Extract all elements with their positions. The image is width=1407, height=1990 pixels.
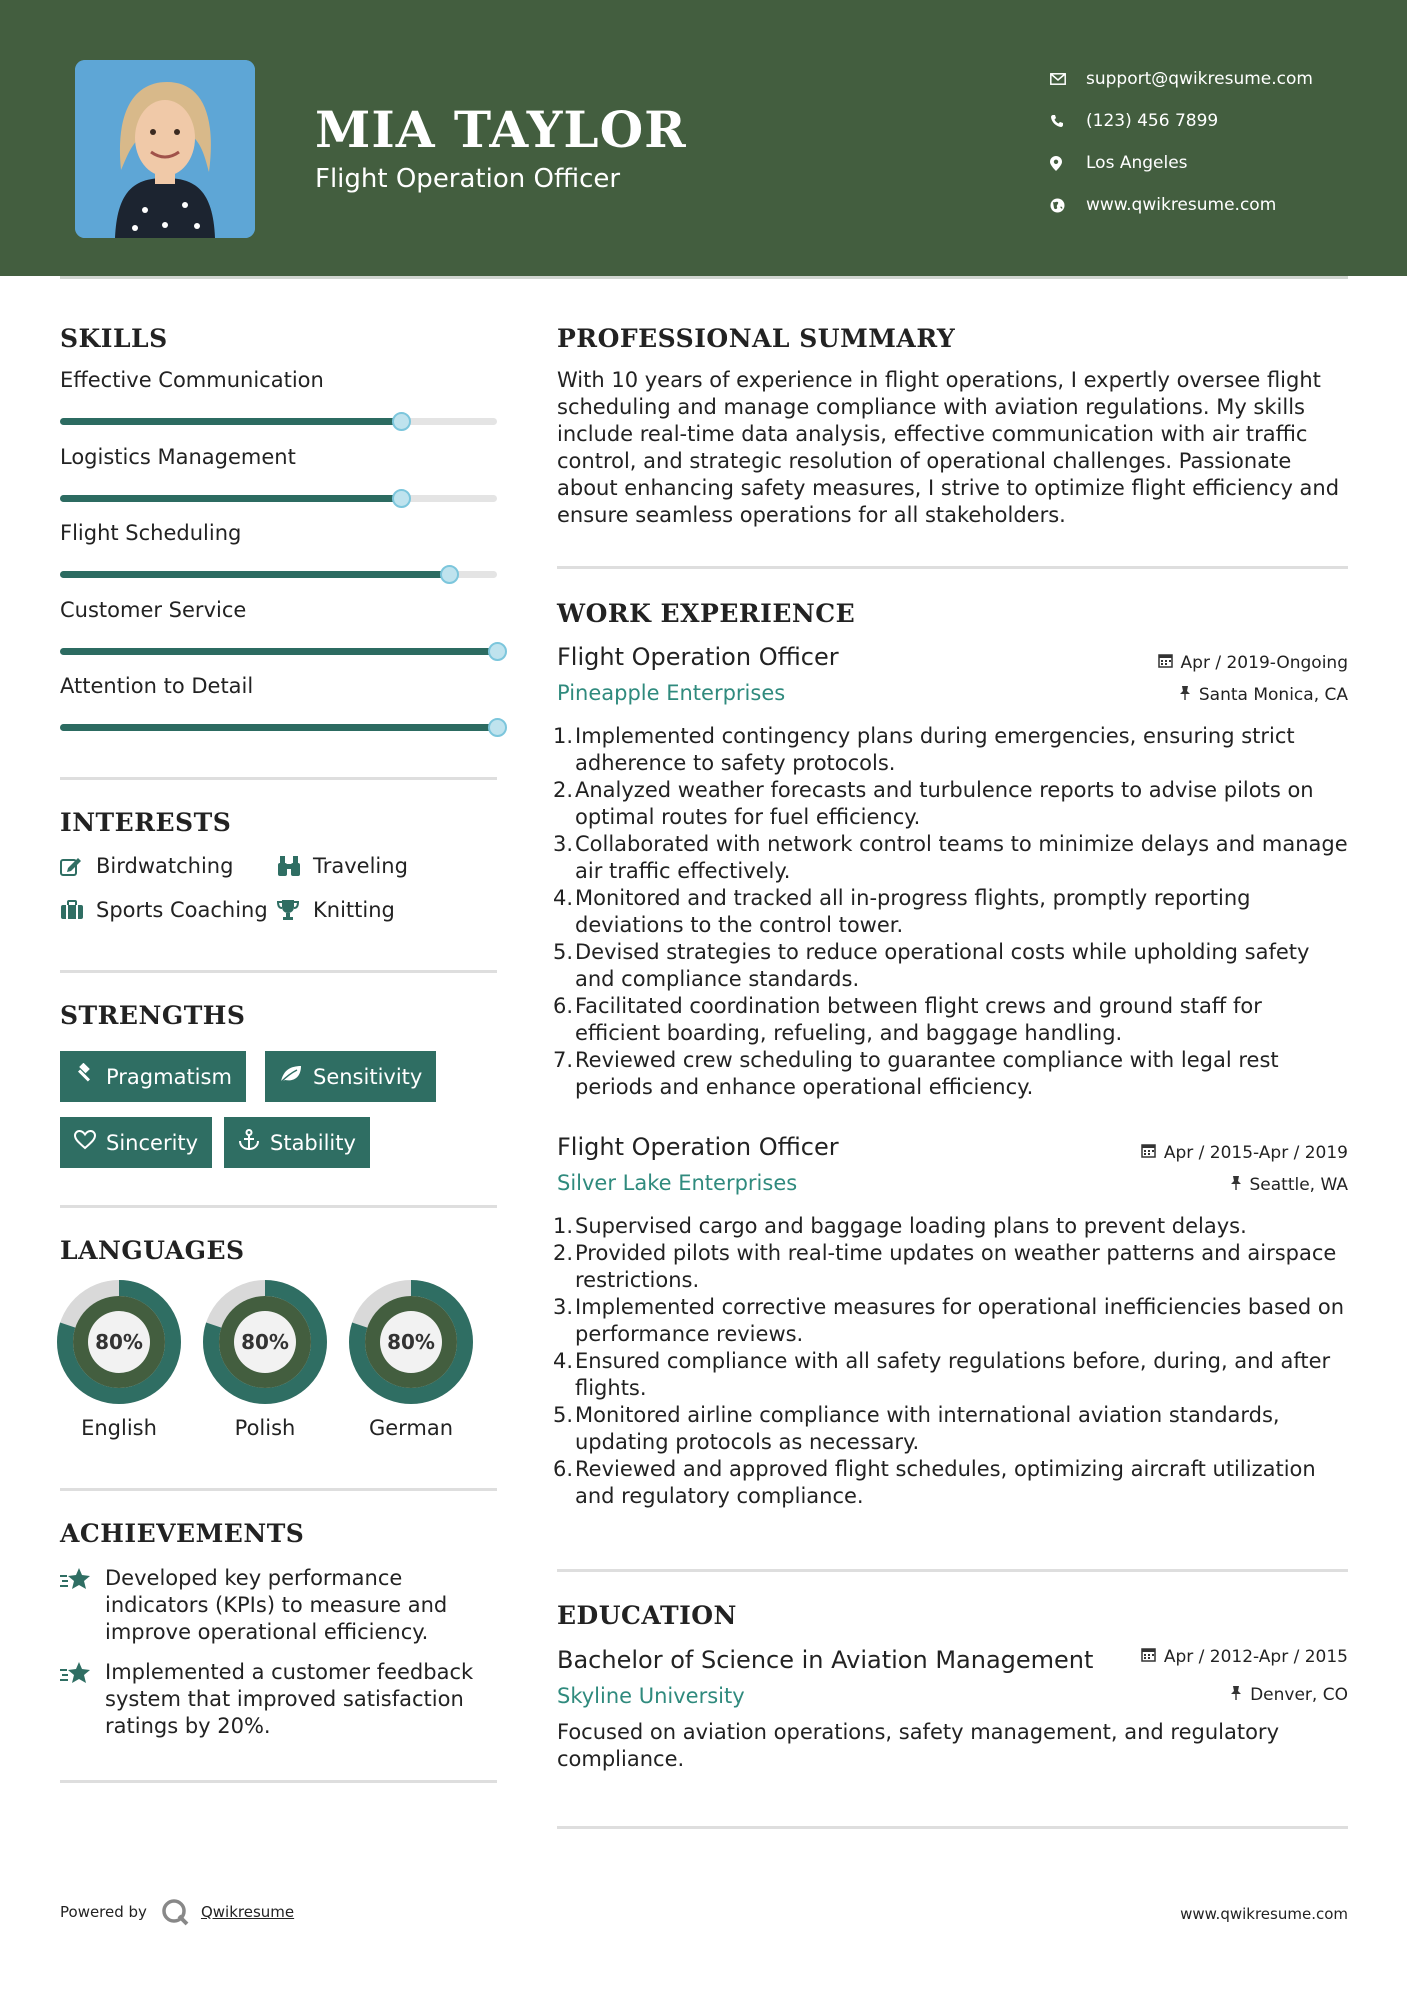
education-school: Skyline University: [557, 1684, 745, 1708]
job-date: [1141, 1143, 1348, 1163]
job-location: [1230, 1175, 1349, 1195]
job-location: [1179, 685, 1348, 705]
language-percent: 80%: [241, 1330, 289, 1354]
strength-chip: [224, 1117, 370, 1168]
contact-phone[interactable]: [1050, 100, 1313, 142]
summary-text: With 10 years of experience in flight operations, I expertly oversee flight scheduling and manage compliance with aviation regulations. My skills include real-time data analysis, effective communication with air traffic control, and strategic resolution of operational challenges. Passionate about enhancing safety measures, I strive to optimize flight efficiency and ensure seamless operations for all stakeholders.: [557, 368, 1340, 527]
section-divider: [60, 1488, 497, 1491]
skill-bar-fill: [60, 648, 497, 655]
interest-item: [60, 854, 233, 878]
achievement-text: Developed key performance indicators (KPIs) to measure and improve operational efficiency.: [105, 1566, 448, 1644]
skill-item: [60, 521, 497, 545]
section-divider: [60, 1205, 497, 1208]
contact-phone-text: (123) 456 7899: [1086, 111, 1219, 131]
language-item: [349, 1280, 473, 1440]
profile-photo: [75, 60, 255, 238]
star-icon: [60, 1659, 105, 1740]
list-item: 3. Implemented corrective measures for operational inefficiencies based on performance reviews.: [551, 1294, 1351, 1348]
pushpin-icon: [1230, 1685, 1242, 1705]
section-divider: [60, 970, 497, 973]
trophy-icon: [277, 899, 313, 921]
skill-bar: [60, 495, 497, 502]
strength-label: Sincerity: [106, 1130, 199, 1155]
contact-email[interactable]: [1050, 58, 1313, 100]
list-item: 2. Analyzed weather forecasts and turbulence reports to advise pilots on optimal routes for fuel efficiency.: [551, 777, 1351, 831]
resume-header: [0, 0, 1407, 276]
skill-bar: [60, 648, 497, 655]
skill-item: [60, 598, 497, 622]
language-item: [57, 1280, 181, 1440]
education-heading: EDUCATION: [557, 1601, 737, 1630]
skills-heading: SKILLS: [60, 324, 168, 353]
skill-bar-fill: [60, 495, 401, 502]
bullet-text: Reviewed crew scheduling to guarantee compliance with legal rest periods and enhance operational efficiency.: [575, 1048, 1279, 1099]
list-item: 2. Provided pilots with real-time updates on weather patterns and airspace restrictions.: [551, 1240, 1351, 1294]
job-bullets: [551, 723, 1351, 1101]
job-bullets: [551, 1213, 1351, 1510]
bullet-text: Ensured compliance with all safety regulations before, during, and after flights.: [575, 1349, 1331, 1400]
education-location-text: Denver, CO: [1250, 1685, 1348, 1705]
skill-bar: [60, 724, 497, 731]
education-description: Focused on aviation operations, safety management, and regulatory compliance.: [557, 1720, 1279, 1771]
bullet-text: Provided pilots with real-time updates on weather patterns and airspace restrictions.: [575, 1241, 1337, 1292]
strength-label: Sensitivity: [313, 1064, 423, 1089]
list-item: 3. Collaborated with network control teams to minimize delays and manage air traffic effectively.: [551, 831, 1351, 885]
skill-bar-fill: [60, 571, 449, 578]
interest-label: Knitting: [313, 898, 395, 922]
interest-item: [60, 898, 268, 922]
section-divider: [557, 1826, 1348, 1829]
language-name: English: [81, 1416, 157, 1440]
contact-website[interactable]: [1050, 184, 1313, 226]
contact-website-text: www.qwikresume.com: [1086, 195, 1277, 215]
experience-heading: WORK EXPERIENCE: [557, 599, 856, 628]
summary-heading: PROFESSIONAL SUMMARY: [557, 324, 956, 353]
skill-bar-knob: [440, 565, 459, 584]
job-date-text: Apr / 2019-Ongoing: [1180, 653, 1348, 673]
calendar-icon: [1158, 653, 1173, 673]
contact-list: [1050, 58, 1313, 226]
bullet-text: Analyzed weather forecasts and turbulence reports to advise pilots on optimal routes for fuel efficiency.: [575, 778, 1314, 829]
bullet-text: Implemented contingency plans during emergencies, ensuring strict adherence to safety protocols.: [575, 724, 1295, 775]
job-company: Pineapple Enterprises: [557, 681, 786, 705]
footer-website[interactable]: www.qwikresume.com: [1180, 1905, 1348, 1923]
list-item: 1. Implemented contingency plans during emergencies, ensuring strict adherence to safety protocols.: [551, 723, 1351, 777]
language-percent: 80%: [95, 1330, 143, 1354]
achievements-heading: ACHIEVEMENTS: [60, 1519, 305, 1548]
education-date: [1141, 1647, 1348, 1667]
calendar-icon: [1141, 1647, 1156, 1667]
qwikresume-link[interactable]: Qwikresume: [200, 1903, 295, 1921]
interest-label: Sports Coaching: [96, 898, 268, 922]
strength-chip: [265, 1051, 436, 1102]
job-location-text: Seattle, WA: [1249, 1175, 1348, 1195]
skill-bar: [60, 418, 497, 425]
section-divider: [60, 777, 497, 780]
section-divider: [60, 1780, 497, 1783]
skill-bar-knob: [488, 718, 507, 737]
languages-heading: LANGUAGES: [60, 1236, 245, 1265]
job-company: Silver Lake Enterprises: [557, 1171, 798, 1195]
skill-label: Logistics Management: [60, 445, 296, 469]
strengths-heading: STRENGTHS: [60, 1001, 246, 1030]
pencil-square-icon: [60, 856, 96, 876]
skill-label: Flight Scheduling: [60, 521, 242, 545]
bullet-text: Monitored airline compliance with international aviation standards, updating protocols as necessary.: [575, 1403, 1280, 1454]
phone-icon: [1050, 114, 1086, 128]
language-donut: [203, 1280, 327, 1404]
job-date-text: Apr / 2015-Apr / 2019: [1163, 1143, 1348, 1163]
envelope-icon: [1050, 73, 1086, 85]
list-item: 7. Reviewed crew scheduling to guarantee compliance with legal rest periods and enhance operational efficiency.: [551, 1047, 1351, 1101]
candidate-title: Flight Operation Officer: [315, 164, 621, 194]
leaf-icon: [279, 1064, 303, 1089]
powered-by-text: Powered by: [60, 1903, 147, 1921]
skill-bar-knob: [392, 412, 411, 431]
bullet-text: Facilitated coordination between flight crews and ground staff for efficient boarding, refueling, and baggage handling.: [575, 994, 1262, 1045]
language-donut: [57, 1280, 181, 1404]
strength-chip: [60, 1117, 212, 1168]
skill-label: Effective Communication: [60, 368, 324, 392]
list-item: 1. Supervised cargo and baggage loading plans to prevent delays.: [552, 1214, 1247, 1238]
skill-bar: [60, 571, 497, 578]
heart-icon: [74, 1130, 96, 1155]
list-item: 6. Facilitated coordination between flight crews and ground staff for efficient boarding, refueling, and baggage handling.: [551, 993, 1351, 1047]
skill-item: [60, 674, 497, 698]
list-item: 4. Ensured compliance with all safety regulations before, during, and after flights.: [551, 1348, 1351, 1402]
pushpin-icon: [1179, 685, 1191, 705]
contact-email-text: support@qwikresume.com: [1086, 69, 1313, 89]
interests-heading: INTERESTS: [60, 808, 232, 837]
language-percent: 80%: [387, 1330, 435, 1354]
list-item: 4. Monitored and tracked all in-progress flights, promptly reporting deviations to the control tower.: [551, 885, 1351, 939]
bullet-text: Devised strategies to reduce operational costs while upholding safety and compliance standards.: [575, 940, 1310, 991]
skill-bar-fill: [60, 724, 497, 731]
interest-label: Birdwatching: [96, 854, 234, 878]
skill-bar-knob: [392, 489, 411, 508]
language-name: Polish: [234, 1416, 296, 1440]
interest-label: Traveling: [313, 854, 408, 878]
anchor-icon: [238, 1129, 260, 1156]
bullet-text: Collaborated with network control teams to minimize delays and manage air traffic effectively.: [575, 832, 1348, 883]
education-date-text: Apr / 2012-Apr / 2015: [1163, 1647, 1348, 1667]
education-location: [1230, 1685, 1348, 1705]
list-item: 5. Devised strategies to reduce operational costs while upholding safety and compliance standards.: [551, 939, 1351, 993]
achievement-item: [60, 1565, 497, 1646]
footer-powered-by: [60, 1898, 294, 1926]
binoculars-icon: [277, 855, 313, 877]
language-name: German: [368, 1416, 454, 1440]
bullet-text: Supervised cargo and baggage loading plans to prevent delays.: [575, 1214, 1247, 1238]
list-item: 6. Reviewed and approved flight schedules, optimizing aircraft utilization and regulatory compliance.: [551, 1456, 1351, 1510]
skill-item: [60, 445, 497, 469]
achievement-item: [60, 1659, 497, 1740]
job-location-text: Santa Monica, CA: [1198, 685, 1348, 705]
briefcase-icon: [60, 900, 96, 920]
interest-item: [277, 898, 395, 922]
pushpin-icon: [1230, 1175, 1242, 1195]
bullet-text: Implemented corrective measures for operational inefficiencies based on performance reviews.: [575, 1295, 1345, 1346]
language-donut: [349, 1280, 473, 1404]
gavel-icon: [74, 1063, 96, 1090]
job-title: Flight Operation Officer: [557, 1133, 839, 1161]
candidate-name: MIA TAYLOR: [315, 100, 687, 159]
bullet-text: Monitored and tracked all in-progress flights, promptly reporting deviations to the control tower.: [575, 886, 1251, 937]
job-date: [1158, 653, 1348, 673]
section-divider: [557, 1569, 1348, 1572]
strength-label: Pragmatism: [106, 1064, 232, 1089]
language-item: [203, 1280, 327, 1440]
skill-item: [60, 368, 497, 392]
skill-label: Customer Service: [60, 598, 247, 622]
contact-location: [1050, 142, 1313, 184]
qwikresume-logo-icon: [161, 1898, 189, 1926]
contact-location-text: Los Angeles: [1086, 153, 1188, 173]
list-item: 5. Monitored airline compliance with international aviation standards, updating protocols as necessary.: [551, 1402, 1351, 1456]
skill-label: Attention to Detail: [60, 674, 254, 698]
job-title: Flight Operation Officer: [557, 643, 839, 671]
bullet-text: Reviewed and approved flight schedules, optimizing aircraft utilization and regulatory compliance.: [575, 1457, 1316, 1508]
achievement-text: Implemented a customer feedback system that improved satisfaction ratings by 20%.: [105, 1660, 474, 1738]
globe-icon: [1050, 198, 1086, 213]
education-degree: Bachelor of Science in Aviation Management: [557, 1646, 1094, 1674]
skill-bar-fill: [60, 418, 401, 425]
strength-label: Stability: [270, 1130, 356, 1155]
header-divider: [60, 276, 1348, 279]
calendar-icon: [1141, 1143, 1156, 1163]
map-marker-icon: [1050, 156, 1086, 171]
section-divider: [557, 566, 1348, 569]
star-icon: [60, 1565, 105, 1646]
interest-item: [277, 854, 408, 878]
strength-chip: [60, 1051, 246, 1102]
skill-bar-knob: [488, 642, 507, 661]
